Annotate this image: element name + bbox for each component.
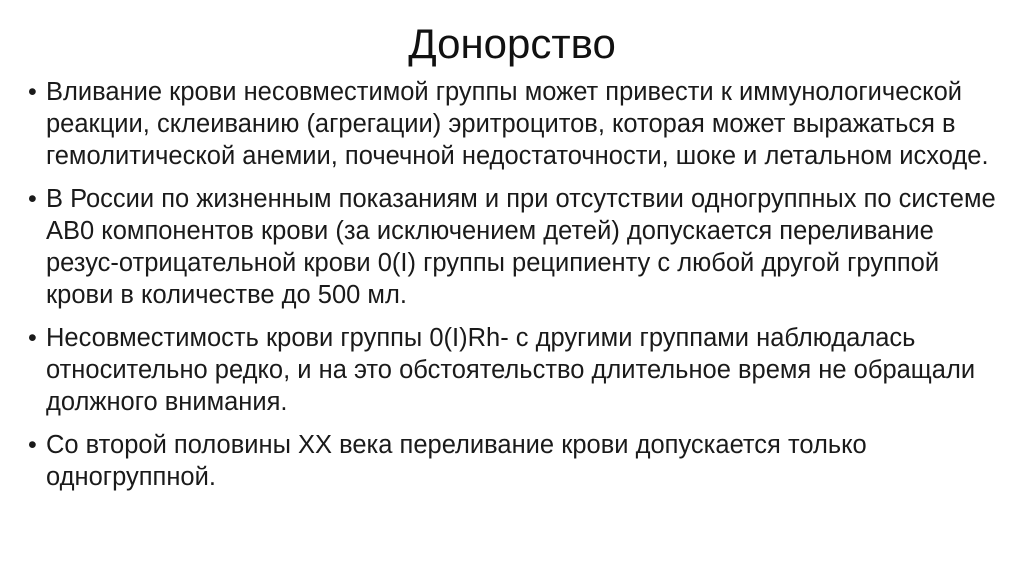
bullet-icon: • — [28, 431, 37, 459]
bullet-item — [26, 76, 996, 172]
bullet-text: Несовместимость крови группы 0(I)Rh- с другими группами наблюдалась относительно редко, и на это обстоятельство длительное время не обращали должного внимания. — [46, 324, 976, 416]
bullet-text: Вливание крови несовместимой группы может привести к иммунологической реакции, склеиванию (агрегации) эритроцитов, которая может выражаться в гемолитической анемии, почечной недостаточности, шоке и летальном исходе. — [46, 78, 989, 170]
bullet-item — [26, 183, 996, 311]
slide-title: Донорство — [408, 20, 616, 67]
bullet-text: В России по жизненным показаниям и при отсутствии одногруппных по системе AB0 компонентов крови (за исключением детей) допускается переливание резус-отрицательной крови 0(I) группы реципиенту с любой другой группой крови в количестве до 500 мл. — [46, 185, 996, 309]
bullet-text: Со второй половины XX века переливание крови допускается только одногруппной. — [46, 431, 867, 491]
bullet-item — [26, 322, 996, 418]
bullet-icon: • — [28, 78, 37, 106]
bullet-item — [26, 429, 996, 493]
bullet-icon: • — [28, 324, 37, 352]
bullet-icon: • — [28, 185, 37, 213]
bullet-list — [26, 76, 996, 504]
